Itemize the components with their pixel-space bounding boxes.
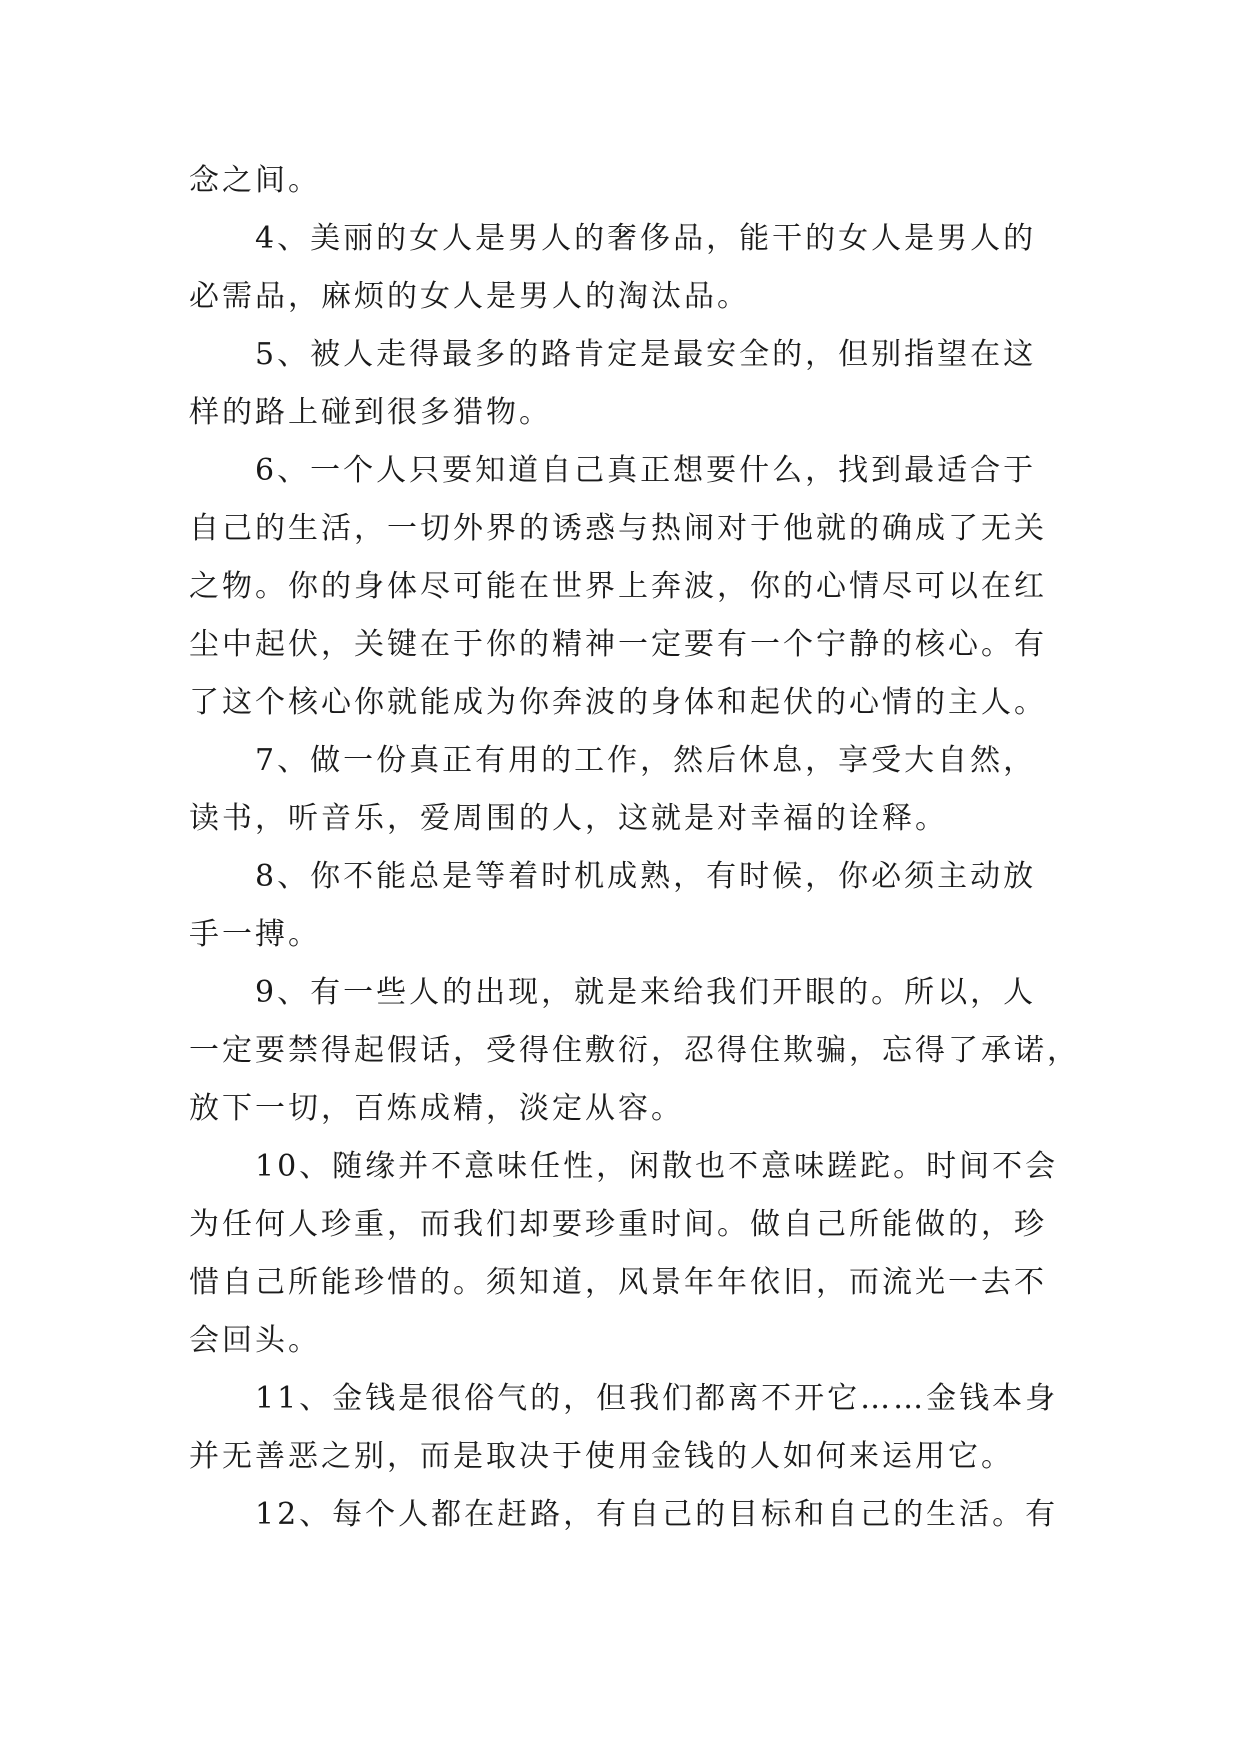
text-line: 了这个核心你就能成为你奔波的身体和起伏的心情的主人。 (189, 685, 1047, 720)
text-line: 并无善恶之别，而是取决于使用金钱的人如何来运用它。 (189, 1439, 1014, 1474)
text-line: 会回头。 (189, 1323, 321, 1358)
text-line: 12、每个人都在赶路，有自己的目标和自己的生活。有 (255, 1497, 1059, 1532)
text-line: 5、被人走得最多的路肯定是最安全的，但别指望在这 (255, 337, 1037, 372)
text-line: 自己的生活，一切外界的诱惑与热闹对于他就的确成了无关 (189, 511, 1047, 546)
text-line: 读书，听音乐，爱周围的人，这就是对幸福的诠释。 (189, 801, 948, 836)
text-line: 之物。你的身体尽可能在世界上奔波，你的心情尽可以在红 (189, 569, 1047, 604)
text-line: 为任何人珍重，而我们却要珍重时间。做自己所能做的，珍 (189, 1207, 1047, 1242)
text-line: 惜自己所能珍惜的。须知道，风景年年依旧，而流光一去不 (189, 1265, 1047, 1300)
text-line: 必需品，麻烦的女人是男人的淘汰品。 (189, 279, 750, 314)
text-line: 尘中起伏，关键在于你的精神一定要有一个宁静的核心。有 (189, 627, 1047, 662)
text-line: 11、金钱是很俗气的，但我们都离不开它……金钱本身 (255, 1381, 1059, 1416)
text-line: 4、美丽的女人是男人的奢侈品，能干的女人是男人的 (255, 221, 1037, 256)
text-line: 6、一个人只要知道自己真正想要什么，找到最适合于 (255, 453, 1037, 488)
text-line: 7、做一份真正有用的工作，然后休息，享受大自然， (255, 743, 1037, 778)
text-line: 8、你不能总是等着时机成熟，有时候，你必须主动放 (255, 859, 1037, 894)
document-body (189, 152, 1080, 1544)
text-line: 念之间。 (189, 163, 321, 198)
text-line: 样的路上碰到很多猎物。 (189, 395, 552, 430)
text-line: 10、随缘并不意味任性，闲散也不意味蹉跎。时间不会 (255, 1149, 1059, 1184)
text-line: 放下一切，百炼成精，淡定从容。 (189, 1091, 684, 1126)
text-line: 一定要禁得起假话，受得住敷衍，忍得住欺骗，忘得了承诺， (189, 1033, 1080, 1068)
text-line: 手一搏。 (189, 917, 321, 952)
text-line: 9、有一些人的出现，就是来给我们开眼的。所以，人 (255, 975, 1037, 1010)
